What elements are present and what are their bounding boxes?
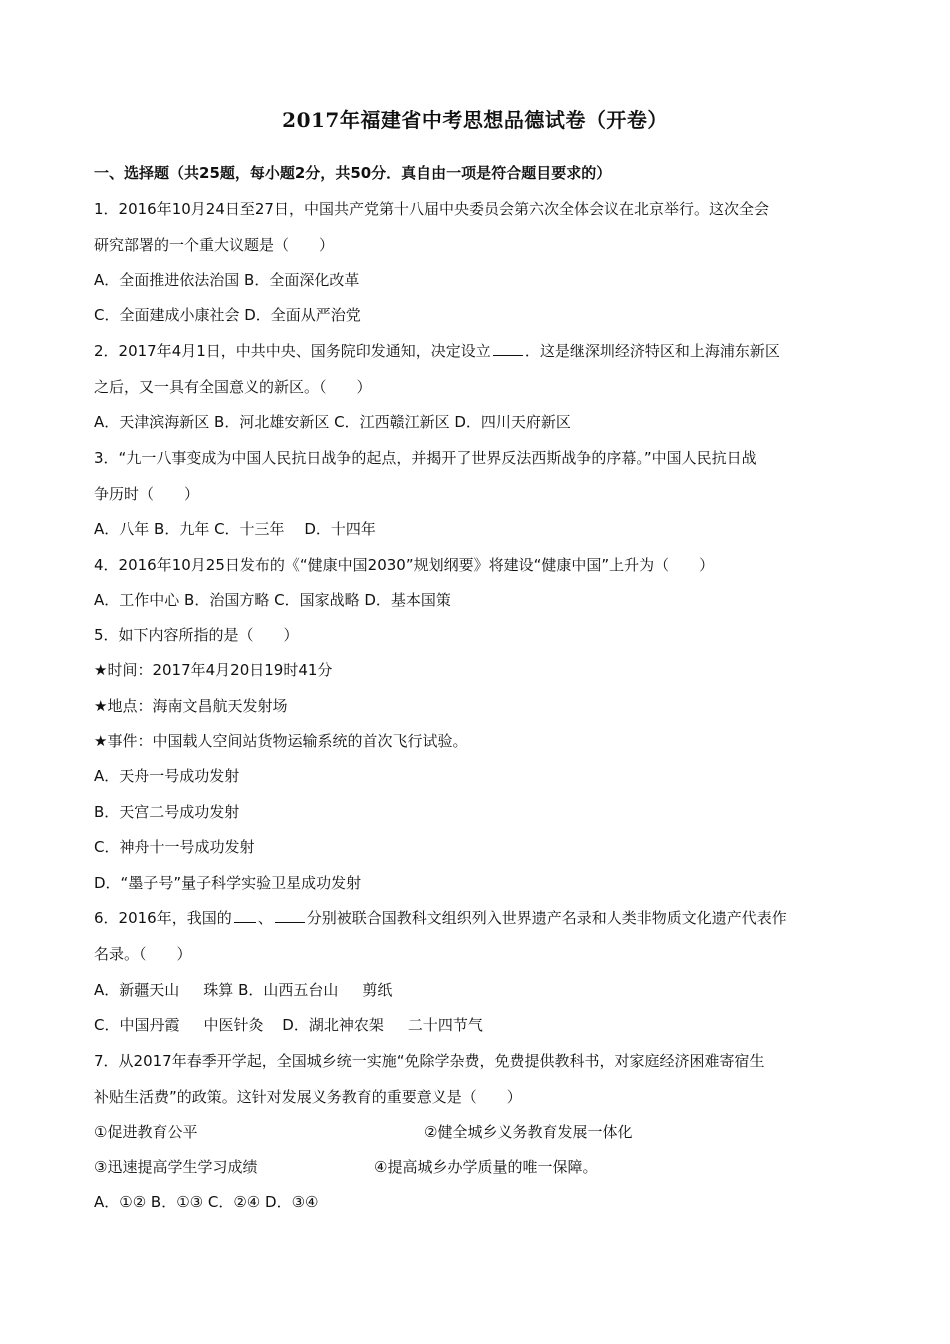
question-6-stem-cont: 名录。（ ） [94,945,192,963]
question-6-option-c: C．中国丹霞 [94,1016,180,1034]
question-2-stem [94,341,874,361]
question-2-stem-part1: 2．2017年4月1日，中共中央、国务院印发通知，决定设立 [94,342,491,360]
question-1-options-cd: C．全面建成小康社会 D．全面从严治党 [94,306,361,324]
question-2-options: A．天津滨海新区 B．河北雄安新区 C．江西赣江新区 D．四川天府新区 [94,413,571,431]
question-6-stem-part1: 6．2016年，我国的 [94,909,232,927]
question-7-options: A．①② B．①③ C．②④ D．③④ [94,1193,319,1211]
question-4-stem: 4．2016年10月25日发布的《“健康中国2030”规划纲要》将建设“健康中国”上升为（ ） [94,556,715,574]
page-title: 2017年福建省中考思想品德试卷（开卷） [282,108,668,132]
question-2-stem-cont: 之后，又一具有全国意义的新区。（ ） [94,378,372,396]
question-6-stem-sep: 、 [257,909,273,927]
question-7-item-4: ④提高城乡办学质量的唯一保障。 [374,1158,598,1176]
question-5-option-a: A．天舟一号成功发射 [94,767,240,785]
question-5-stem: 5．如下内容所指的是（ ） [94,626,299,644]
question-6-option-c-item2: 中医针灸 [203,1016,264,1034]
question-6-stem-part2: 分别被联合国教科文组织列入世界遗产名录和人类非物质文化遗产代表作 [306,909,787,927]
question-1-stem: 1．2016年10月24日至27日，中国共产党第十八届中央委员会第六次全体会议在北京举行。这次全会 [94,200,769,218]
question-5-event: ★事件：中国载人空间站货物运输系统的首次飞行试验。 [94,732,468,750]
question-6-option-d: D．湖北神农架 [282,1016,384,1034]
question-7-item-1: ①促进教育公平 [94,1123,198,1141]
question-6-option-a: A．新疆天山 [94,981,180,999]
question-6-stem [94,908,874,928]
question-6-options-cd [94,1015,874,1035]
question-1-options-ab: A．全面推进依法治国 B．全面深化改革 [94,271,360,289]
question-4-options: A．工作中心 B．治国方略 C．国家战略 D．基本国策 [94,591,451,609]
question-7-item-3: ③迅速提高学生学习成绩 [94,1158,258,1176]
question-5-option-c: C．神舟十一号成功发射 [94,838,255,856]
answer-blank [234,908,256,923]
question-5-option-d: D．“墨子号”量子科学实验卫星成功发射 [94,874,362,892]
question-7-stem-cont: 补贴生活费”的政策。这针对发展义务教育的重要意义是（ ） [94,1088,522,1106]
question-3-options: A．八年 B．九年 C．十三年 D．十四年 [94,520,376,538]
question-7-stem: 7．从2017年春季开学起，全国城乡统一实施“免除学杂费，免费提供教科书，对家庭经济困难寄宿生 [94,1052,765,1070]
question-6-option-b: B．山西五台山 [238,981,339,999]
answer-blank [493,341,523,356]
question-6-options-ab [94,980,874,1000]
question-3-stem-cont: 争历时（ ） [94,485,200,503]
question-7-items-12 [94,1122,874,1142]
question-5-place: ★地点：海南文昌航天发射场 [94,697,288,715]
question-6-option-a-item2: 珠算 [203,981,234,999]
question-5-option-b: B．天宫二号成功发射 [94,803,240,821]
question-6-option-d-item2: 二十四节气 [407,1016,483,1034]
question-6-option-b-item2: 剪纸 [362,981,393,999]
question-5-time: ★时间：2017年4月20日19时41分 [94,661,333,679]
question-3-stem: 3．“九一八事变成为中国人民抗日战争的起点，并揭开了世界反法西斯战争的序幕。”中国人民抗日战 [94,449,757,467]
question-7-item-2: ②健全城乡义务教育发展一体化 [424,1123,633,1141]
question-1-stem-cont: 研究部署的一个重大议题是（ ） [94,236,335,254]
section-heading: 一、选择题（共25题，每小题2分，共50分．真自由一项是符合题目要求的） [94,164,612,182]
answer-blank [275,908,305,923]
question-7-items-34 [94,1157,874,1177]
question-2-stem-part2: ．这是继深圳经济特区和上海浦东新区 [524,342,780,360]
